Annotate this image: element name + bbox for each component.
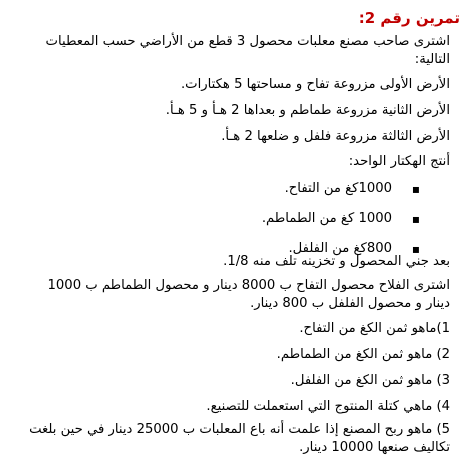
yield-item-pepper: ▪ 800كغ من الفلفل. bbox=[120, 240, 420, 258]
intro-text: اشترى صاحب مصنع معلبات محصول 3 قطع من الأراضي حسب المعطيات التالية: bbox=[45, 34, 450, 67]
yield-item-tomato: ▪ 1000 كغ من الطماطم. bbox=[120, 210, 420, 228]
question-1: 1)ماهو ثمن الكغ من التفاح. bbox=[299, 321, 450, 336]
yield-item-apple: ▪ 1000كغ من التفاح. bbox=[120, 180, 420, 198]
question-2: 2) ماهو ثمن الكغ من الطماطم. bbox=[276, 347, 450, 362]
land-1-text: الأرض الأولى مزروعة تفاح و مساحتها 5 هكتارات. bbox=[180, 77, 450, 92]
land-3-text: الأرض الثالثة مزروعة فلفل و ضلعها 2 هـأ. bbox=[221, 129, 450, 144]
spoilage-text: بعد جني المحصول و تخزينه تلف منه 1/8. bbox=[223, 254, 450, 269]
question-4: 4) ماهي كتلة المنتوج التي استعملت للتصنيع. bbox=[206, 399, 450, 414]
exercise-title: تمرين رقم 2: bbox=[358, 9, 460, 27]
yield-heading: أنتج الهكتار الواحد: bbox=[348, 154, 450, 169]
question-3: 3) ماهو ثمن الكغ من الفلفل. bbox=[290, 373, 450, 388]
purchase-text: اشترى الفلاح محصول التفاح ب 8000 دينار و محصول الطماطم ب 1000 دينار و محصول الفلفل ب 800 دينار. bbox=[47, 278, 450, 311]
question-5: 5) ماهو ربح المصنع إذا علمت أنه باع المعلبات ب 25000 دينار في حين بلغت تكاليف صنعها 10000 دينار. bbox=[29, 422, 450, 455]
land-2-text: الأرض الثانية مزروعة طماطم و بعداها 2 هـأ و 5 هـأ. bbox=[165, 103, 450, 118]
